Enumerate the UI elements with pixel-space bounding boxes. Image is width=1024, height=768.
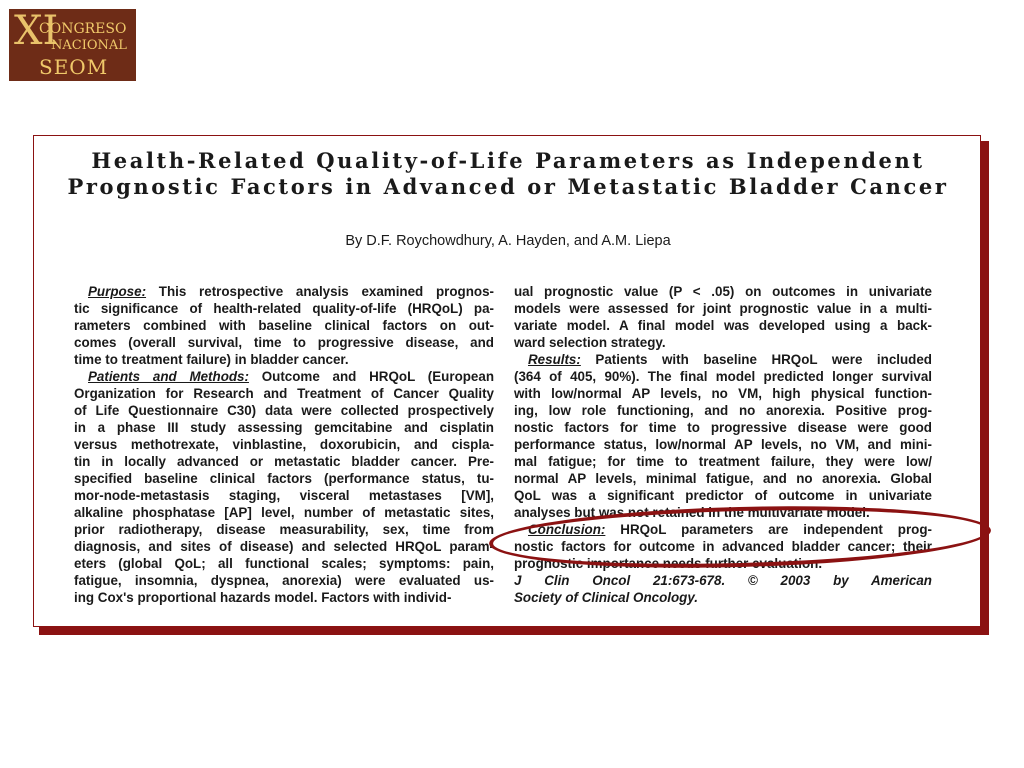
section-heading: Results: bbox=[528, 352, 581, 367]
abstract-line bbox=[514, 351, 932, 368]
logo-numeral: XI bbox=[14, 8, 59, 54]
abstract-text: prognostic importance needs further evaluation. bbox=[514, 556, 823, 571]
abstract-text: of Life Questionnaire C30) data were collected prospectively bbox=[74, 403, 494, 418]
section-heading: Patients and Methods: bbox=[88, 369, 249, 384]
abstract-line bbox=[74, 351, 494, 368]
title-line-2: Prognostic Factors in Advanced or Metastatic Bladder Cancer bbox=[67, 174, 949, 199]
abstract-text: mal fatigue; for time to treatment failure, they were low/ bbox=[514, 454, 932, 469]
abstract-text: tic significance of health-related quality-of-life (HRQoL) pa- bbox=[74, 301, 494, 316]
abstract-text: nostic factors for time to progressive disease were good bbox=[514, 420, 932, 435]
abstract-text: normal AP levels, minimal fatigue, and no anorexia. Global bbox=[514, 471, 932, 486]
title-line-1: Health-Related Quality-of-Life Parameters as Independent bbox=[91, 148, 925, 173]
abstract-text: ing, low role functioning, and no anorexia. Positive prog- bbox=[514, 403, 932, 418]
abstract-text: variate model. A final model was developed using a back- bbox=[514, 318, 932, 333]
abstract-line bbox=[514, 572, 932, 589]
abstract-text: models were assessed for joint prognostic value in a multi- bbox=[514, 301, 932, 316]
abstract-line bbox=[74, 470, 494, 487]
abstract-text: specified baseline clinical factors (performance status, tu- bbox=[74, 471, 494, 486]
abstract-line bbox=[514, 317, 932, 334]
abstract-line bbox=[514, 487, 932, 504]
section-heading: Conclusion: bbox=[528, 522, 606, 537]
abstract-line bbox=[514, 402, 932, 419]
abstract-line bbox=[74, 521, 494, 538]
abstract-text: QoL was a significant predictor of outcome in univariate bbox=[514, 488, 932, 503]
abstract-line bbox=[74, 385, 494, 402]
abstract-line bbox=[514, 368, 932, 385]
article-title bbox=[34, 148, 982, 200]
abstract-line bbox=[74, 300, 494, 317]
abstract-line bbox=[74, 283, 494, 300]
congress-logo bbox=[9, 9, 136, 81]
abstract-text: nostic factors for outcome in advanced bladder cancer; their bbox=[514, 539, 932, 554]
abstract-line bbox=[514, 470, 932, 487]
abstract-line bbox=[74, 555, 494, 572]
abstract-line bbox=[74, 589, 494, 606]
abstract-text: tin in locally advanced or metastatic bladder cancer. Pre- bbox=[74, 454, 494, 469]
section-heading: Purpose: bbox=[88, 284, 147, 299]
logo-line-nacional: NACIONAL bbox=[51, 38, 127, 53]
abstract-text: performance status, low/normal AP levels, no VM, and mini- bbox=[514, 437, 932, 452]
abstract-line bbox=[514, 283, 932, 300]
abstract-text: versus methotrexate, vinblastine, doxorubicin, and cispla- bbox=[74, 437, 494, 452]
abstract-text: in a phase III study assessing gemcitabine and cisplatin bbox=[74, 420, 494, 435]
abstract-line bbox=[74, 572, 494, 589]
abstract-line bbox=[74, 368, 494, 385]
abstract-text: This retrospective analysis examined prognos- bbox=[146, 284, 494, 299]
abstract-text: eters (global QoL; all functional scales; symptoms: pain, bbox=[74, 556, 494, 571]
article-authors: By D.F. Roychowdhury, A. Hayden, and A.M. Liepa bbox=[345, 233, 671, 249]
abstract-line bbox=[514, 419, 932, 436]
logo-line-seom: SEOM bbox=[39, 55, 109, 79]
abstract-text: ward selection strategy. bbox=[514, 335, 666, 350]
abstract-text: with low/normal AP levels, no VM, high physical function- bbox=[514, 386, 932, 401]
abstract-line bbox=[74, 487, 494, 504]
abstract-line bbox=[514, 453, 932, 470]
abstract-line bbox=[514, 334, 932, 351]
abstract-text: diagnosis, and sites of disease) and selected HRQoL param- bbox=[74, 539, 494, 554]
citation-text: J Clin Oncol 21:673-678. © 2003 by American bbox=[514, 573, 932, 588]
abstract-text: alkaline phosphatase [AP] level, number of metastatic sites, bbox=[74, 505, 494, 520]
abstract-text: analyses but was not retained in the multivariate model. bbox=[514, 505, 870, 520]
abstract-line bbox=[74, 317, 494, 334]
abstract-text: Organization for Research and Treatment of Cancer Quality bbox=[74, 386, 494, 401]
abstract-text: (364 of 405, 90%). The final model predicted longer survival bbox=[514, 369, 932, 384]
abstract-text: mor-node-metastasis staging, visceral metastases [VM], bbox=[74, 488, 494, 503]
abstract-text: comes (overall survival, time to progressive disease, and bbox=[74, 335, 494, 350]
abstract-line bbox=[74, 436, 494, 453]
abstract-line bbox=[74, 538, 494, 555]
abstract-text: prior radiotherapy, disease measurability, sex, time from bbox=[74, 522, 494, 537]
abstract-text: fatigue, insomnia, dyspnea, anorexia) were evaluated us- bbox=[74, 573, 494, 588]
abstract-text: ual prognostic value (P < .05) on outcomes in univariate bbox=[514, 284, 932, 299]
abstract-line bbox=[74, 402, 494, 419]
abstract-text: time to treatment failure) in bladder cancer. bbox=[74, 352, 349, 367]
abstract-text: HRQoL parameters are independent prog- bbox=[605, 522, 932, 537]
abstract-line bbox=[514, 436, 932, 453]
abstract-text: Patients with baseline HRQoL were included bbox=[580, 352, 932, 367]
abstract-line bbox=[514, 589, 932, 606]
abstract-text: ing Cox's proportional hazards model. Factors with individ- bbox=[74, 590, 452, 605]
logo-line-congreso: CONGRESO bbox=[39, 21, 127, 37]
abstract-text: rameters combined with baseline clinical factors on out- bbox=[74, 318, 494, 333]
abstract-left-column bbox=[74, 283, 494, 606]
citation-text: Society of Clinical Oncology. bbox=[514, 590, 699, 605]
abstract-line bbox=[74, 334, 494, 351]
abstract-line bbox=[74, 453, 494, 470]
abstract-line bbox=[514, 300, 932, 317]
abstract-text: Outcome and HRQoL (European bbox=[248, 369, 494, 384]
abstract-line bbox=[514, 385, 932, 402]
abstract-line bbox=[74, 419, 494, 436]
abstract-line bbox=[74, 504, 494, 521]
